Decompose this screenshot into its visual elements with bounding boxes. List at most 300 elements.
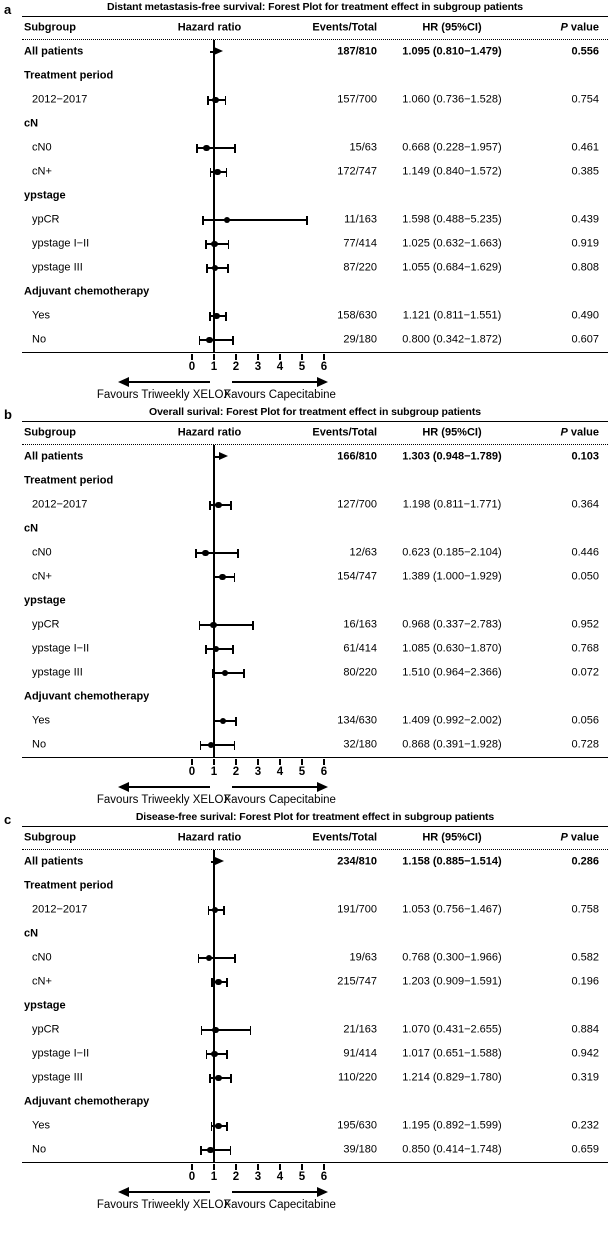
ci-cap-upper [234,954,236,963]
cell-hr-ci: 1.389 (1.000−1.929) [402,570,502,583]
row-label: ypstage I−II [32,237,90,250]
ci-cap-lower [209,1074,211,1083]
axis-tick-label: 0 [188,1171,196,1183]
panel-letter-c: c [4,812,12,827]
cell-events-total: 12/63 [349,546,377,559]
cell-p-value: 0.072 [571,666,599,679]
row-label: No [32,738,47,751]
ci-cap-upper [227,264,229,273]
panel-letter-b: b [4,407,12,422]
ci-cap-lower [200,741,202,750]
table-row [22,40,608,64]
cell-hr-ci: 1.203 (0.909−1.591) [402,975,502,988]
ci-cap-upper [232,336,234,345]
ci-line [213,672,244,674]
cell-p-value: 0.490 [571,309,599,322]
cell-p-value: 0.919 [571,237,599,250]
row-label: cN+ [32,570,52,583]
ci-cap-lower [205,240,207,249]
cell-hr-ci: 1.214 (0.829−1.780) [402,1071,502,1084]
row-label: Treatment period [24,69,114,82]
cell-p-value: 0.728 [571,738,599,751]
cell-hr-ci: 1.198 (0.811−1.771) [402,498,502,511]
row-label: Treatment period [24,474,114,487]
column-header-p-value: P value [560,21,599,34]
column-header-subgroup: Subgroup [24,831,76,844]
table-row [22,1114,608,1138]
cell-hr-ci: 0.968 (0.337−2.783) [402,618,502,631]
table-row [22,1066,608,1090]
ci-cap-lower [201,1026,203,1035]
table-row [22,709,608,733]
cell-p-value: 0.286 [571,855,599,868]
table-row [22,637,608,661]
cell-p-value: 0.556 [571,45,599,58]
point-estimate-marker [220,718,227,725]
left-arrow-shaft [128,381,210,383]
ci-cap-upper [230,1074,232,1083]
axis-tick [235,1164,236,1170]
cell-p-value: 0.582 [571,951,599,964]
table-row [22,922,608,946]
column-header-hazard-ratio: Hazard ratio [177,21,242,34]
axis-tick [213,354,214,360]
column-header-p-value: P value [560,831,599,844]
ci-line [201,1149,230,1151]
x-axis [22,353,608,405]
point-estimate-marker [203,145,210,152]
right-arrow-shaft [232,1191,318,1193]
axis-tick-label: 4 [276,1171,284,1183]
row-label: ypCR [32,1023,60,1036]
axis-tick-label: 4 [276,361,284,373]
column-header-hazard-ratio: Hazard ratio [177,831,242,844]
panel-title: Overall surival: Forest Plot for treatment effect in subgroup patients [149,406,481,418]
axis-tick [279,759,280,765]
ci-cap-upper [230,501,232,510]
ci-line [206,648,233,650]
row-label: 2012−2017 [32,93,88,106]
right-arrow-head-icon [317,377,328,387]
row-label: ypstage [24,594,66,607]
ci-cap-lower [209,312,211,321]
axis-tick-label: 5 [298,766,306,778]
cell-p-value: 0.364 [571,498,599,511]
table-row [22,733,608,757]
axis-tick-label: 0 [188,361,196,373]
forest-table [22,445,608,757]
table-row [22,541,608,565]
axis-direction-arrows [22,377,608,389]
point-estimate-marker [219,574,226,581]
cell-hr-ci: 1.303 (0.948−1.789) [402,450,502,463]
ci-cap-upper [235,717,237,726]
cell-p-value: 0.952 [571,618,599,631]
cell-p-value: 0.808 [571,261,599,274]
axis-tick-label: 2 [232,361,240,373]
cell-events-total: 19/63 [349,951,377,964]
point-estimate-marker [211,241,218,248]
row-label: cN [24,117,39,130]
row-label: ypstage I−II [32,1047,90,1060]
cell-hr-ci: 1.053 (0.756−1.467) [402,903,502,916]
row-label: Adjuvant chemotherapy [24,690,150,703]
cell-hr-ci: 1.195 (0.892−1.599) [402,1119,502,1132]
table-header-row [22,827,608,849]
row-label: Yes [32,1119,50,1132]
column-header-subgroup: Subgroup [24,426,76,439]
axis-tick-label: 2 [232,1171,240,1183]
ci-cap-upper [234,144,236,153]
cell-hr-ci: 1.598 (0.488−5.235) [402,213,502,226]
point-estimate-marker [208,742,215,749]
ci-cap-upper [232,645,234,654]
point-estimate-marker [213,313,220,320]
table-row [22,469,608,493]
cell-events-total: 234/810 [337,855,377,868]
axis-tick-label: 3 [254,1171,262,1183]
column-header-hazard-ratio: Hazard ratio [177,426,242,439]
table-row [22,850,608,874]
cell-events-total: 195/630 [337,1119,377,1132]
row-label: cN+ [32,975,52,988]
forest-panel-a [0,0,608,405]
table-row [22,661,608,685]
ci-cap-lower [195,549,197,558]
row-label: No [32,333,47,346]
column-header-hr-ci: HR (95%CI) [422,426,482,439]
ci-cap-lower [209,501,211,510]
ci-cap-lower [213,717,215,726]
row-label: All patients [24,45,84,58]
summary-ci-line [215,456,223,458]
table-row [22,970,608,994]
row-label: Treatment period [24,879,114,892]
axis-tick [279,1164,280,1170]
point-estimate-marker [212,265,219,272]
point-estimate-marker [224,217,231,224]
table-row [22,613,608,637]
cell-events-total: 110/220 [338,1071,377,1084]
ci-cap-lower [196,144,198,153]
table-row [22,280,608,304]
cell-p-value: 0.461 [571,141,599,154]
cell-events-total: 16/163 [343,618,377,631]
ci-cap-upper [226,1122,228,1131]
row-label: cN [24,522,39,535]
cell-hr-ci: 1.510 (0.964−2.366) [402,666,502,679]
cell-hr-ci: 1.095 (0.810−1.479) [402,45,502,58]
axis-tick [323,1164,324,1170]
cell-events-total: 172/747 [337,165,377,178]
table-row [22,994,608,1018]
axis-tick-label: 6 [320,361,328,373]
ci-cap-upper [226,978,228,987]
cell-hr-ci: 0.623 (0.185−2.104) [402,546,502,559]
cell-p-value: 0.232 [571,1119,599,1132]
cell-hr-ci: 0.868 (0.391−1.928) [402,738,502,751]
axis-tick-label: 5 [298,1171,306,1183]
table-row [22,445,608,469]
ci-cap-upper [252,621,254,630]
row-label: 2012−2017 [32,498,88,511]
axis-tick-label: 1 [210,361,218,373]
ci-line [199,957,236,959]
table-row [22,160,608,184]
cell-events-total: 15/63 [349,141,377,154]
ci-cap-lower [199,336,201,345]
ci-cap-upper [226,168,228,177]
row-label: ypstage [24,999,66,1012]
cell-events-total: 11/163 [344,213,377,226]
cell-hr-ci: 1.149 (0.840−1.572) [402,165,502,178]
cell-p-value: 0.196 [571,975,599,988]
ci-cap-lower [211,1122,213,1131]
ci-cap-lower [211,978,213,987]
ci-cap-lower [200,1146,202,1155]
column-header-events-total: Events/Total [312,21,377,34]
cell-p-value: 0.754 [571,93,599,106]
table-row [22,112,608,136]
row-label: ypstage [24,189,66,202]
cell-events-total: 21/163 [343,1023,377,1036]
row-label: ypstage III [32,666,83,679]
ci-cap-lower [208,906,210,915]
column-header-events-total: Events/Total [312,831,377,844]
column-header-events-total: Events/Total [312,426,377,439]
cell-hr-ci: 1.085 (0.630−1.870) [402,642,502,655]
cell-events-total: 61/414 [343,642,377,655]
ci-cap-lower [202,216,204,225]
axis-tick [279,354,280,360]
row-label: ypstage I−II [32,642,90,655]
cell-hr-ci: 1.158 (0.885−1.514) [402,855,502,868]
axis-tick [191,759,192,765]
axis-tick [257,354,258,360]
table-row [22,88,608,112]
row-label: ypstage III [32,1071,83,1084]
table-row [22,136,608,160]
axis-tick-label: 1 [210,766,218,778]
ci-cap-lower [205,645,207,654]
panel-letter-a: a [4,2,12,17]
point-estimate-marker [212,97,219,104]
panel-title: Distant metastasis-free survival: Forest Plot for treatment effect in subgroup patients [106,1,524,13]
cell-p-value: 0.607 [571,333,599,346]
cell-p-value: 0.768 [571,642,599,655]
axis-tick-label: 3 [254,361,262,373]
point-estimate-marker [211,1051,218,1058]
cell-events-total: 91/414 [343,1047,377,1060]
table-row [22,565,608,589]
cell-events-total: 158/630 [337,309,377,322]
cell-events-total: 166/810 [337,450,377,463]
table-row [22,898,608,922]
right-arrow-shaft [232,786,318,788]
summary-ci-line [210,51,218,53]
left-arrow-label: Favours Triweekly XELOX [96,794,232,806]
axis-tick [191,1164,192,1170]
cell-p-value: 0.942 [571,1047,599,1060]
cell-p-value: 0.446 [571,546,599,559]
axis-tick-label: 5 [298,361,306,373]
axis-tick-label: 6 [320,1171,328,1183]
cell-events-total: 80/220 [343,666,377,679]
table-row [22,517,608,541]
ci-cap-lower [206,1050,208,1059]
axis-direction-arrows [22,1187,608,1199]
cell-events-total: 39/180 [343,1143,377,1156]
x-axis [22,1163,608,1215]
row-label: 2012−2017 [32,903,88,916]
ci-cap-lower [213,573,215,582]
ci-cap-upper [226,1050,228,1059]
right-arrow-head-icon [317,1187,328,1197]
column-header-p-value: P value [560,426,599,439]
row-label: ypCR [32,618,60,631]
table-row [22,328,608,352]
cell-events-total: 87/220 [343,261,377,274]
cell-hr-ci: 1.025 (0.632−1.663) [402,237,502,250]
right-arrow-shaft [232,381,318,383]
ci-cap-lower [206,264,208,273]
row-label: cN0 [32,546,52,559]
axis-tick [323,759,324,765]
cell-hr-ci: 1.070 (0.431−2.655) [402,1023,502,1036]
point-estimate-marker [215,502,222,509]
point-estimate-marker [215,1075,222,1082]
axis-tick [323,354,324,360]
cell-events-total: 157/700 [337,93,377,106]
axis-tick-label: 6 [320,766,328,778]
ci-line [200,339,234,341]
forest-table [22,40,608,352]
right-arrow-label: Favours Capecitabine [224,794,336,806]
table-row [22,1138,608,1162]
point-estimate-marker [222,670,229,677]
ci-cap-upper [234,573,236,582]
table-row [22,589,608,613]
table-row [22,1090,608,1114]
ci-cap-upper [250,1026,252,1035]
table-row [22,208,608,232]
table-header-row [22,422,608,444]
cell-hr-ci: 1.121 (0.811−1.551) [402,309,502,322]
ci-cap-upper [234,741,236,750]
ci-cap-upper [237,549,239,558]
row-label: cN0 [32,141,52,154]
point-estimate-marker [206,337,213,344]
panel-title: Disease-free surival: Forest Plot for treatment effect in subgroup patients [135,811,495,823]
cell-p-value: 0.056 [571,714,599,727]
table-row [22,64,608,88]
point-estimate-marker [212,907,219,914]
right-arrow-label: Favours Capecitabine [224,389,336,401]
ci-cap-upper [225,312,227,321]
cell-p-value: 0.385 [571,165,599,178]
table-row [22,946,608,970]
cell-events-total: 134/630 [337,714,377,727]
row-label: ypstage III [32,261,83,274]
row-label: No [32,1143,47,1156]
cell-hr-ci: 0.800 (0.342−1.872) [402,333,502,346]
ci-cap-upper [225,96,227,105]
column-header-hr-ci: HR (95%CI) [422,21,482,34]
ci-cap-lower [198,954,200,963]
cell-p-value: 0.884 [571,1023,599,1036]
axis-tick [235,759,236,765]
axis-tick [213,759,214,765]
cell-p-value: 0.319 [571,1071,599,1084]
table-row [22,232,608,256]
table-row [22,1042,608,1066]
forest-panel-b [0,405,608,810]
row-label: cN [24,927,39,940]
row-label: Adjuvant chemotherapy [24,285,150,298]
axis-tick [257,1164,258,1170]
ci-cap-upper [243,669,245,678]
cell-events-total: 191/700 [337,903,377,916]
row-label: Yes [32,309,50,322]
ci-line [199,624,253,626]
axis-tick [301,354,302,360]
ci-line [201,744,235,746]
x-axis [22,758,608,810]
cell-hr-ci: 1.017 (0.651−1.588) [402,1047,502,1060]
ci-line [201,1029,250,1031]
axis-tick [301,1164,302,1170]
row-label: ypCR [32,213,60,226]
table-row [22,493,608,517]
point-estimate-marker [210,622,217,629]
cell-p-value: 0.103 [571,450,599,463]
row-label: Adjuvant chemotherapy [24,1095,150,1108]
row-label: Yes [32,714,50,727]
ci-cap-upper [228,240,230,249]
axis-tick-label: 1 [210,1171,218,1183]
row-label: cN+ [32,165,52,178]
point-estimate-marker [215,979,222,986]
cell-p-value: 0.758 [571,903,599,916]
point-estimate-marker [215,1123,222,1130]
left-arrow-shaft [128,786,210,788]
cell-events-total: 187/810 [337,45,377,58]
axis-tick [191,354,192,360]
cell-events-total: 32/180 [343,738,377,751]
axis-direction-arrows [22,782,608,794]
axis-tick-label: 0 [188,766,196,778]
cell-hr-ci: 1.409 (0.992−2.002) [402,714,502,727]
cell-events-total: 29/180 [343,333,377,346]
ci-cap-upper [230,1146,232,1155]
summary-ci-line [211,861,219,863]
axis-tick-label: 2 [232,766,240,778]
row-label: cN0 [32,951,52,964]
row-label: All patients [24,450,84,463]
cell-p-value: 0.050 [571,570,599,583]
ci-cap-lower [212,669,214,678]
row-label: All patients [24,855,84,868]
cell-hr-ci: 0.668 (0.228−1.957) [402,141,502,154]
axis-tick-label: 4 [276,766,284,778]
ci-cap-lower [207,96,209,105]
forest-table [22,850,608,1162]
table-row [22,256,608,280]
ci-cap-lower [210,168,212,177]
left-arrow-shaft [128,1191,210,1193]
column-header-subgroup: Subgroup [24,21,76,34]
point-estimate-marker [214,169,221,176]
